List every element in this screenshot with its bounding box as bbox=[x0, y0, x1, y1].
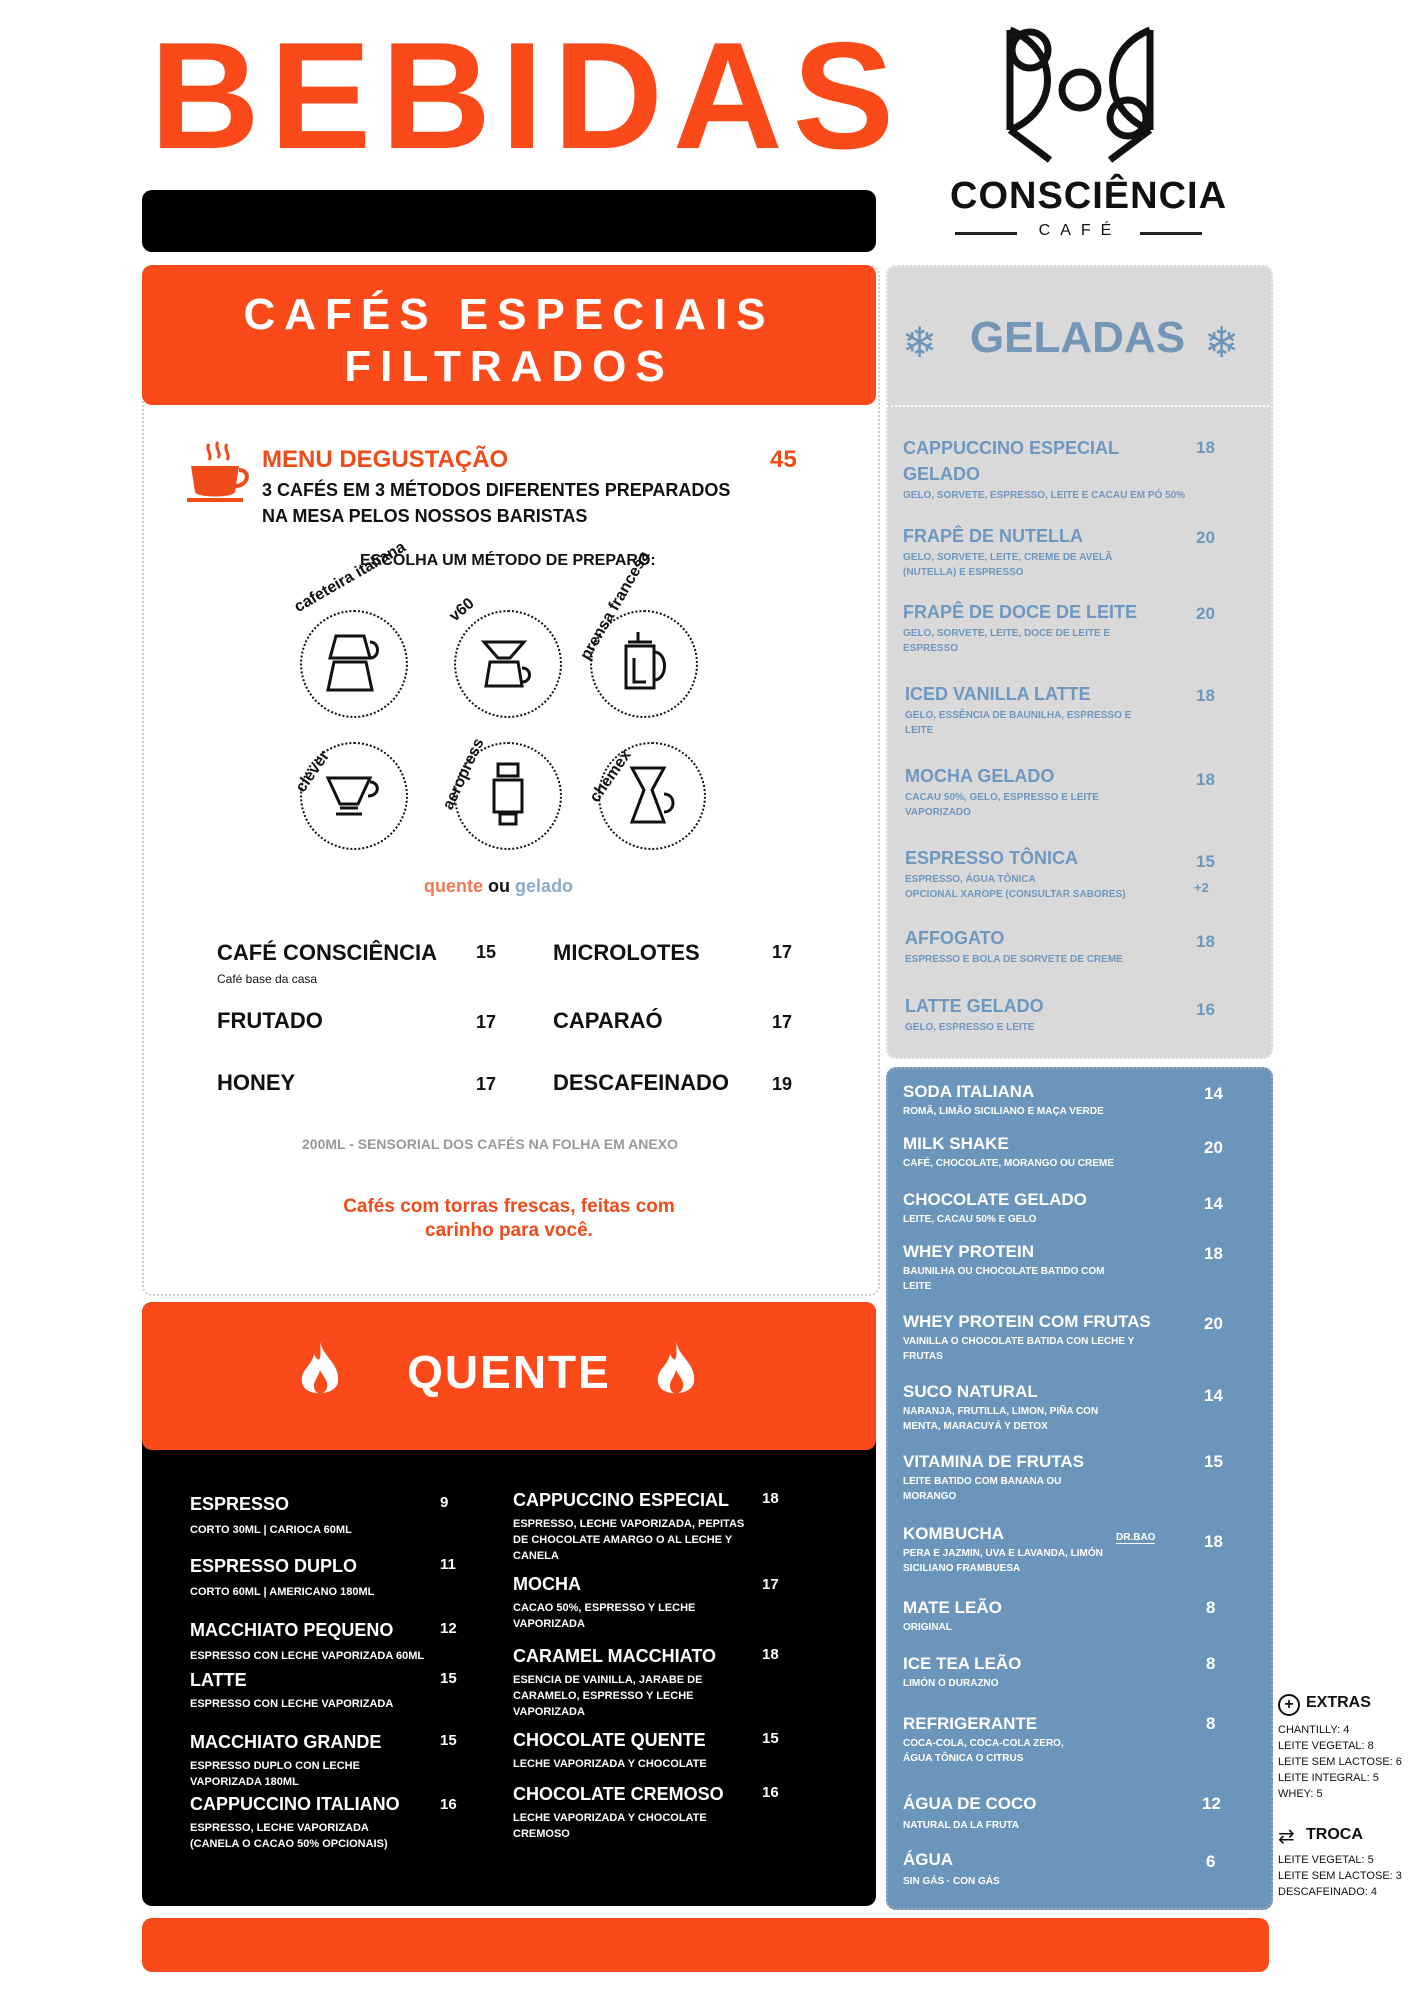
coffee-cup-icon bbox=[185, 440, 250, 510]
drink-item-name: ICE TEA LEÃO bbox=[903, 1654, 1022, 1673]
quente-item-name: CHOCOLATE CREMOSO bbox=[513, 1784, 724, 1804]
temp-cold: gelado bbox=[515, 876, 574, 896]
drink-item-price: 20 bbox=[1204, 1138, 1223, 1157]
cafe-item-name: DESCAFEINADO bbox=[553, 1070, 730, 1095]
quente-item-name: MACCHIATO GRANDE bbox=[190, 1732, 382, 1752]
geladas-item-price: 18 bbox=[1196, 438, 1215, 457]
drink-item-desc: COCA-COLA, COCA-COLA ZERO, bbox=[903, 1738, 1064, 1749]
geladas-item-desc: ESPRESSO, ÁGUA TÔNICA bbox=[905, 874, 1036, 885]
drink-item-price: 15 bbox=[1204, 1452, 1223, 1471]
quente-item-name: CAPPUCCINO ESPECIAL bbox=[513, 1490, 730, 1510]
cafe-item-name: CAPARAÓ bbox=[553, 1008, 663, 1033]
quente-item-desc: VAPORIZADA bbox=[513, 1618, 585, 1630]
troca-title: TROCA bbox=[1306, 1826, 1363, 1843]
quente-item-price: 16 bbox=[762, 1784, 779, 1801]
cafe-item-price: 17 bbox=[476, 1074, 497, 1094]
quente-item-name: ESPRESSO DUPLO bbox=[190, 1556, 358, 1576]
drink-item-price: 14 bbox=[1204, 1386, 1223, 1405]
quente-item-price: 9 bbox=[440, 1494, 449, 1511]
geladas-item-desc: GELO, SORVETE, ESPRESSO, LEITE E CACAU EM PÓ 50% bbox=[903, 490, 1186, 501]
extras-line: LEITE INTEGRAL: 5 bbox=[1278, 1772, 1379, 1784]
cafes-title-line1: CAFÉS ESPECIAIS bbox=[243, 290, 775, 339]
kombucha-brand-badge: DR.BAO bbox=[1116, 1532, 1156, 1543]
drink-item-price: 14 bbox=[1204, 1084, 1223, 1103]
clever-icon bbox=[324, 772, 384, 822]
logo-sub: CAFÉ bbox=[1038, 222, 1122, 239]
drink-item-name: SODA ITALIANA bbox=[903, 1082, 1035, 1101]
black-banner bbox=[142, 190, 876, 252]
quente-item-desc: ESENCIA DE VAINILLA, JARABE DE bbox=[513, 1674, 703, 1686]
geladas-item-desc: ESPRESSO bbox=[903, 643, 959, 654]
geladas-item-name: MOCHA GELADO bbox=[905, 766, 1055, 786]
cafe-item-name: FRUTADO bbox=[217, 1008, 323, 1033]
method-label-v60: v60 bbox=[446, 594, 478, 626]
geladas-item-name: ICED VANILLA LATTE bbox=[905, 684, 1091, 704]
chemex-icon bbox=[626, 764, 678, 828]
geladas-item-desc: GELO, SORVETE, LEITE, CREME DE AVELÃ bbox=[903, 552, 1113, 563]
flame-icon bbox=[654, 1340, 698, 1400]
cafe-item-price: 19 bbox=[772, 1074, 793, 1094]
geladas-item-price: 18 bbox=[1196, 932, 1215, 951]
quente-item-name: CHOCOLATE QUENTE bbox=[513, 1730, 706, 1750]
drink-item-name: REFRIGERANTE bbox=[903, 1714, 1038, 1733]
drink-item-price: 8 bbox=[1206, 1598, 1216, 1617]
page-title: BEBIDAS bbox=[150, 11, 905, 181]
quente-item-desc: CARAMELO, ESPRESSO Y LECHE bbox=[513, 1690, 694, 1702]
quente-item-desc: CREMOSO bbox=[513, 1828, 570, 1840]
aeropress-icon bbox=[490, 762, 526, 828]
quente-item-desc: VAPORIZADA bbox=[513, 1706, 585, 1718]
geladas-item-desc: GELO, ESSÊNCIA DE BAUNILHA, ESPRESSO E bbox=[905, 710, 1132, 721]
drink-item-desc: VAINILLA O CHOCOLATE BATIDA CON LECHE Y bbox=[903, 1336, 1135, 1347]
troca-line: LEITE SEM LACTOSE: 3 bbox=[1278, 1870, 1402, 1882]
temperature-options bbox=[424, 876, 573, 897]
drink-item-desc: ROMÃ, LIMÃO SICILIANO E MAÇA VERDE bbox=[903, 1106, 1104, 1117]
quente-item-desc: CACAO 50%, ESPRESSO Y LECHE bbox=[513, 1602, 696, 1614]
quente-item-name: MACCHIATO PEQUENO bbox=[190, 1620, 394, 1640]
troca-line: DESCAFEINADO: 4 bbox=[1278, 1886, 1378, 1898]
quente-item-price: 16 bbox=[440, 1796, 457, 1813]
geladas-item-desc: OPCIONAL XAROPE (CONSULTAR SABORES) bbox=[905, 889, 1126, 900]
drink-item-desc: PERA E JAZMIN, UVA E LAVANDA, LIMÓN bbox=[903, 1548, 1103, 1559]
cafe-item-name: HONEY bbox=[217, 1070, 296, 1095]
geladas-item-desc: CACAU 50%, GELO, ESPRESSO E LEITE bbox=[905, 792, 1099, 803]
quente-item-desc: LECHE VAPORIZADA Y CHOCOLATE bbox=[513, 1758, 707, 1770]
drink-item-desc: LEITE BATIDO COM BANANA OU bbox=[903, 1476, 1062, 1487]
geladas-item-name: AFFOGATO bbox=[905, 928, 1005, 948]
drink-item-desc: LEITE bbox=[903, 1281, 932, 1292]
geladas-item-name: CAPPUCCINO ESPECIAL bbox=[903, 438, 1120, 458]
method-label-chemex: chemex bbox=[586, 747, 635, 806]
drink-item-price: 18 bbox=[1204, 1244, 1223, 1263]
quente-item-price: 18 bbox=[762, 1490, 779, 1507]
method-cafeteira-italiana bbox=[300, 610, 408, 718]
extras-line: LEITE SEM LACTOSE: 6 bbox=[1278, 1756, 1402, 1768]
drink-item-name: SUCO NATURAL bbox=[903, 1382, 1038, 1401]
extras-line: CHANTILLY: 4 bbox=[1278, 1724, 1350, 1736]
moka-pot-icon bbox=[326, 634, 382, 694]
swap-icon: ⇄ bbox=[1278, 1826, 1295, 1848]
bottom-banner bbox=[142, 1918, 1269, 1972]
quente-item-price: 17 bbox=[762, 1576, 779, 1593]
method-label-aeropress: aeropress bbox=[439, 735, 488, 813]
v60-icon bbox=[480, 636, 536, 692]
drink-item-name: CHOCOLATE GELADO bbox=[903, 1190, 1087, 1209]
drink-item-desc: ÁGUA TÔNICA O CITRUS bbox=[903, 1753, 1024, 1764]
drink-item-name: ÁGUA DE COCO bbox=[903, 1794, 1037, 1813]
cafe-item-price: 17 bbox=[772, 1012, 793, 1032]
quente-item-desc: VAPORIZADA 180ML bbox=[190, 1776, 299, 1788]
quente-item-desc: CORTO 30ML | CARIOCA 60ML bbox=[190, 1524, 352, 1536]
geladas-item-price: 18 bbox=[1196, 686, 1215, 705]
quente-item-price: 15 bbox=[762, 1730, 779, 1747]
choose-method-label: ESCOLHA UM MÉTODO DE PREPARO: bbox=[360, 552, 656, 569]
quente-item-name: ESPRESSO bbox=[190, 1494, 290, 1514]
drink-item-name: MATE LEÃO bbox=[903, 1598, 1002, 1617]
quente-item-desc: CORTO 60ML | AMERICANO 180ML bbox=[190, 1586, 375, 1598]
cafe-item-desc: Café base da casa bbox=[217, 972, 318, 986]
snowflake-icon: ❄ bbox=[902, 319, 938, 366]
quente-item-price: 11 bbox=[440, 1556, 456, 1573]
drink-item-name: VITAMINA DE FRUTAS bbox=[903, 1452, 1085, 1471]
geladas-item-desc: LEITE bbox=[905, 725, 934, 736]
drink-item-name: KOMBUCHA bbox=[903, 1524, 1005, 1543]
cafe-item-price: 17 bbox=[476, 1012, 497, 1032]
drink-item-desc: MORANGO bbox=[903, 1491, 957, 1502]
geladas-item-price: 15 bbox=[1196, 852, 1215, 871]
menu-degustacao-title: MENU DEGUSTAÇÃO bbox=[262, 446, 509, 473]
quente-item-desc: DE CHOCOLATE AMARGO O AL LECHE Y bbox=[513, 1534, 733, 1546]
drink-item-name: ÁGUA bbox=[903, 1850, 954, 1869]
french-press-icon bbox=[616, 630, 672, 694]
quente-item-price: 15 bbox=[440, 1732, 457, 1749]
cafes-title-line2: FILTRADOS bbox=[344, 342, 674, 391]
quente-item-desc: CANELA bbox=[513, 1550, 559, 1562]
extras-line: WHEY: 5 bbox=[1278, 1788, 1323, 1800]
quente-item-desc: ESPRESSO CON LECHE VAPORIZADA bbox=[190, 1698, 394, 1710]
drink-item-price: 8 bbox=[1206, 1654, 1216, 1673]
quente-item-name: LATTE bbox=[190, 1670, 247, 1690]
plus-icon: + bbox=[1278, 1694, 1300, 1716]
geladas-item-desc: (NUTELLA) E ESPRESSO bbox=[903, 567, 1024, 578]
extras-line: LEITE VEGETAL: 8 bbox=[1278, 1740, 1374, 1752]
temp-hot: quente bbox=[424, 876, 484, 896]
geladas-item-name: FRAPÊ DE DOCE DE LEITE bbox=[903, 602, 1138, 622]
geladas-item-name: FRAPÊ DE NUTELLA bbox=[903, 526, 1083, 546]
snowflake-icon: ❄ bbox=[1204, 319, 1240, 366]
method-label-cafeteira: cafeteira italiana bbox=[291, 538, 409, 616]
quente-item-name: MOCHA bbox=[513, 1574, 581, 1594]
drink-item-price: 18 bbox=[1204, 1532, 1223, 1551]
geladas-item-desc: VAPORIZADO bbox=[905, 807, 971, 818]
drink-item-desc: BAUNILHA OU CHOCOLATE BATIDO COM bbox=[903, 1266, 1105, 1277]
drink-item-name: WHEY PROTEIN COM FRUTAS bbox=[903, 1312, 1151, 1331]
drink-item-price: 20 bbox=[1204, 1314, 1223, 1333]
drink-item-price: 8 bbox=[1206, 1714, 1216, 1733]
quente-item-desc: ESPRESSO, LECHE VAPORIZADA bbox=[190, 1822, 369, 1834]
quente-title: QUENTE bbox=[407, 1346, 611, 1398]
drink-item-desc: SIN GÁS · CON GÁS bbox=[903, 1876, 1000, 1887]
tagline-2: carinho para você. bbox=[425, 1220, 593, 1241]
quente-item-desc: ESPRESSO CON LECHE VAPORIZADA 60ML bbox=[190, 1650, 425, 1662]
tagline-1: Cafés com torras frescas, feitas com bbox=[343, 1196, 675, 1217]
geladas-divider bbox=[886, 405, 1269, 407]
cafe-item-name: CAFÉ CONSCIÊNCIA bbox=[217, 940, 438, 965]
drink-item-desc: FRUTAS bbox=[903, 1351, 943, 1362]
geladas-item-desc: GELO, ESPRESSO E LEITE bbox=[905, 1022, 1035, 1033]
method-label-clever: clever bbox=[292, 747, 334, 796]
quente-item-desc: ESPRESSO DUPLO CON LECHE bbox=[190, 1760, 360, 1772]
drink-item-desc: LIMÓN O DURAZNO bbox=[903, 1678, 999, 1689]
geladas-item-price: 16 bbox=[1196, 1000, 1215, 1019]
quente-item-price: 15 bbox=[440, 1670, 457, 1687]
geladas-item-price: 20 bbox=[1196, 604, 1215, 623]
quente-item-desc: (CANELA O CACAO 50% OPCIONAIS) bbox=[190, 1838, 388, 1850]
method-v60 bbox=[454, 610, 562, 718]
geladas-item-extra: +2 bbox=[1194, 880, 1209, 895]
geladas-item-price: 20 bbox=[1196, 528, 1215, 547]
troca-line: LEITE VEGETAL: 5 bbox=[1278, 1854, 1374, 1866]
geladas-item-desc: GELO, SORVETE, LEITE, DOCE DE LEITE E bbox=[903, 628, 1111, 639]
drink-item-name: MILK SHAKE bbox=[903, 1134, 1009, 1153]
geladas-item-name: ESPRESSO TÔNICA bbox=[905, 848, 1079, 868]
cafes-header bbox=[142, 265, 876, 405]
drink-item-desc: CAFÉ, CHOCOLATE, MORANGO OU CREME bbox=[903, 1158, 1114, 1169]
quente-item-name: CAPPUCCINO ITALIANO bbox=[190, 1794, 400, 1814]
geladas-item-price: 18 bbox=[1196, 770, 1215, 789]
quente-item-desc: LECHE VAPORIZADA Y CHOCOLATE bbox=[513, 1812, 707, 1824]
menu-degustacao-desc-1: 3 CAFÉS EM 3 MÉTODOS DIFERENTES PREPARADOS bbox=[262, 480, 731, 500]
quente-item-desc: ESPRESSO, LECHE VAPORIZADA, PEPITAS bbox=[513, 1518, 745, 1530]
drink-item-desc: ORIGINAL bbox=[903, 1622, 952, 1633]
drink-item-desc: SICILIANO FRAMBUESA bbox=[903, 1563, 1021, 1574]
geladas-item-name: GELADO bbox=[903, 464, 981, 484]
temp-or: ou bbox=[488, 876, 511, 896]
geladas-item-name: LATTE GELADO bbox=[905, 996, 1044, 1016]
drink-item-price: 14 bbox=[1204, 1194, 1223, 1213]
menu-degustacao-price: 45 bbox=[770, 446, 797, 473]
logo-name: CONSCIÊNCIA bbox=[950, 175, 1228, 217]
cafe-item-name: MICROLOTES bbox=[553, 940, 700, 965]
drink-item-desc: NARANJA, FRUTILLA, LIMON, PIÑA CON bbox=[903, 1406, 1099, 1417]
cafe-item-price: 17 bbox=[772, 942, 793, 962]
drink-item-desc: MENTA, MARACUYÁ Y DETOX bbox=[903, 1421, 1048, 1432]
drink-item-price: 6 bbox=[1206, 1852, 1216, 1871]
drink-item-name: WHEY PROTEIN bbox=[903, 1242, 1034, 1261]
drink-item-price: 12 bbox=[1202, 1794, 1221, 1813]
drink-item-desc: NATURAL DA LA FRUTA bbox=[903, 1820, 1019, 1831]
extras-title: EXTRAS bbox=[1306, 1694, 1371, 1711]
menu-degustacao-desc-2: NA MESA PELOS NOSSOS BARISTAS bbox=[262, 506, 588, 526]
quente-item-price: 18 bbox=[762, 1646, 779, 1663]
geladas-title: GELADAS bbox=[969, 313, 1186, 362]
geladas-item-desc: ESPRESSO E BOLA DE SORVETE DE CREME bbox=[905, 954, 1123, 965]
quente-item-price: 12 bbox=[440, 1620, 457, 1637]
quente-item-name: CARAMEL MACCHIATO bbox=[513, 1646, 716, 1666]
cafe-item-price: 15 bbox=[476, 942, 497, 962]
drink-item-desc: LEITE, CACAU 50% E GELO bbox=[903, 1214, 1037, 1225]
method-label-prensa: prensa francesa bbox=[577, 548, 654, 663]
sensorial-note: 200ML - SENSORIAL DOS CAFÉS NA FOLHA EM ANEXO bbox=[302, 1136, 678, 1152]
